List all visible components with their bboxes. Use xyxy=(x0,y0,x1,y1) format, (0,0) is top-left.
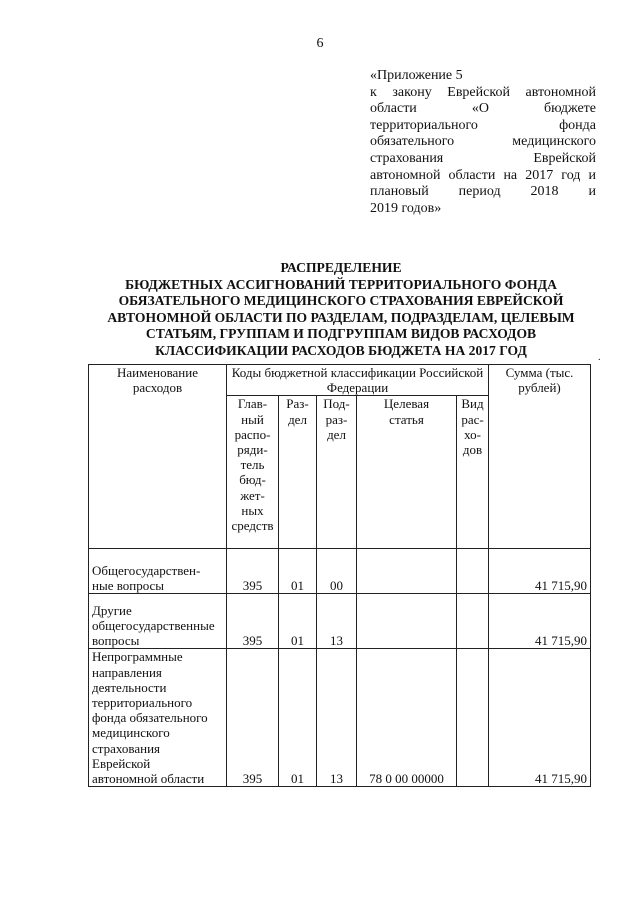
row-main-admin: 395 xyxy=(227,594,279,649)
appendix-line: к закону Еврейской автономной xyxy=(370,84,596,100)
row-section: 01 xyxy=(279,594,317,649)
margin-mark: . xyxy=(598,352,601,363)
header-main-admin: Глав- ный распо- ряди- тель бюд- жет- ных средств xyxy=(227,396,279,549)
row-type xyxy=(457,549,489,594)
title-line: КЛАССИФИКАЦИИ РАСХОДОВ БЮДЖЕТА НА 2017 ГОД xyxy=(155,342,527,358)
appendix-block xyxy=(370,68,596,217)
row-sum: 41 715,90 xyxy=(489,549,591,594)
table-row xyxy=(89,649,591,787)
row-subsection: 13 xyxy=(317,594,357,649)
row-target: 78 0 00 00000 xyxy=(357,649,457,787)
row-section: 01 xyxy=(279,549,317,594)
appendix-line: автономной области на 2017 год и xyxy=(370,167,596,183)
row-target xyxy=(357,549,457,594)
header-section: Раз- дел xyxy=(279,396,317,549)
title-line: АВТОНОМНОЙ ОБЛАСТИ ПО РАЗДЕЛАМ, ПОДРАЗДЕЛАМ, ЦЕЛЕВЫМ xyxy=(107,309,575,325)
appendix-line: области «О бюджете xyxy=(370,101,596,117)
header-target: Целевая статья xyxy=(357,396,457,549)
row-main-admin: 395 xyxy=(227,649,279,787)
row-subsection: 00 xyxy=(317,549,357,594)
appendix-line: плановый период 2018 и xyxy=(370,184,596,200)
row-subsection: 13 xyxy=(317,649,357,787)
appendix-line: территориального фонда xyxy=(370,117,596,133)
row-sum: 41 715,90 xyxy=(489,649,591,787)
page-number: 6 xyxy=(316,36,324,51)
appendix-line: обязательного медицинского xyxy=(370,134,596,150)
title-line: СТАТЬЯМ, ГРУППАМ И ПОДГРУППАМ ВИДОВ РАСХОДОВ xyxy=(145,326,537,342)
header-type: Вид рас- хо- дов xyxy=(457,396,489,549)
row-main-admin: 395 xyxy=(227,549,279,594)
document-title xyxy=(80,260,602,360)
table-row xyxy=(89,594,591,649)
title-line: ОБЯЗАТЕЛЬНОГО МЕДИЦИНСКОГО СТРАХОВАНИЯ ЕВРЕЙСКОЙ xyxy=(118,293,564,309)
row-name: Общегосударствен- ные вопросы xyxy=(89,549,227,594)
title-line: БЮДЖЕТНЫХ АССИГНОВАНИЙ ТЕРРИТОРИАЛЬНОГО ФОНДА xyxy=(125,276,557,292)
budget-table xyxy=(88,364,591,787)
row-target xyxy=(357,594,457,649)
row-type xyxy=(457,594,489,649)
title-line: РАСПРЕДЕЛЕНИЕ xyxy=(280,260,402,275)
appendix-line: 2019 годов» xyxy=(370,200,442,216)
header-sum: Сумма (тыс. рублей) xyxy=(489,365,591,549)
header-subsection: Под- раз- дел xyxy=(317,396,357,549)
row-name: Непрограммные направления деятельности территориального фонда обязательного медицинского страхования Еврейской автономной области xyxy=(89,649,227,787)
header-codes: Коды бюджетной классификации Российской Федерации xyxy=(227,365,489,396)
table-row xyxy=(89,549,591,594)
row-section: 01 xyxy=(279,649,317,787)
appendix-line: «Приложение 5 xyxy=(370,68,463,83)
appendix-line: страхования Еврейской xyxy=(370,150,596,166)
header-row xyxy=(89,365,591,396)
row-sum: 41 715,90 xyxy=(489,594,591,649)
row-name: Другие общегосударственные вопросы xyxy=(89,594,227,649)
header-name: Наименование расходов xyxy=(89,365,227,549)
row-type xyxy=(457,649,489,787)
